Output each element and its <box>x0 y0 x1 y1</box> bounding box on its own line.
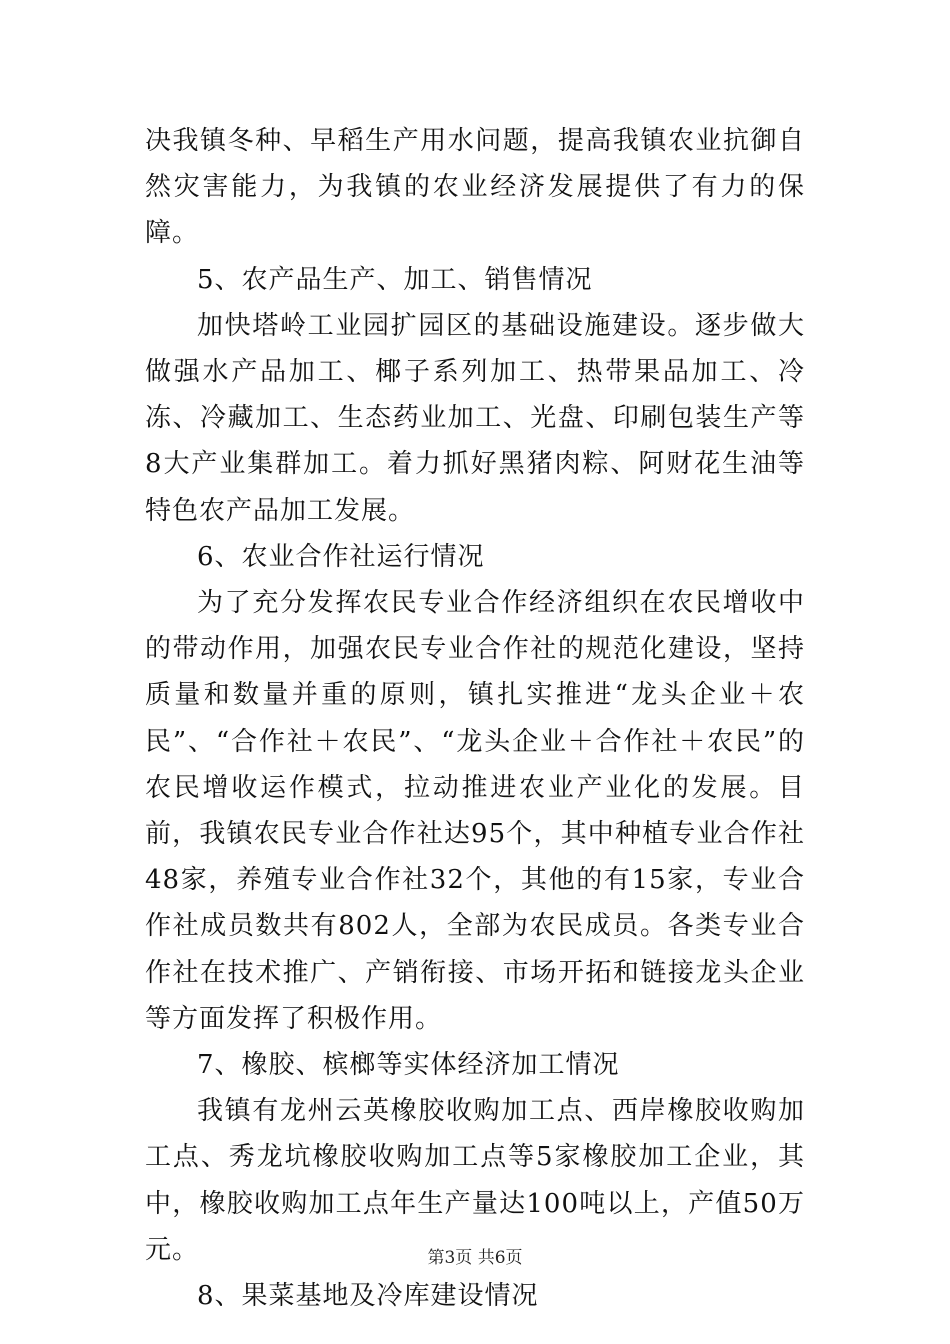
paragraph-cooperatives: 为了充分发挥农民专业合作经济组织在农民增收中的带动作用，加强农民专业合作社的规范化建设，坚持质量和数量并重的原则，镇扎实推进“龙头企业＋农民”、“合作社＋农民”、“龙头企业＋合作社＋农民”的农民增收运作模式，拉动推进农业产业化的发展。目前，我镇农民专业合作社达95个，其中种植专业合作社48家，养殖专业合作社32个，其他的有15家，专业合作社成员数共有802人，全部为农民成员。各类专业合作社在技术推广、产销衔接、市场开拓和链接龙头企业等方面发挥了积极作用。 <box>145 588 805 1034</box>
section-heading-5: 5、农产品生产、加工、销售情况 <box>197 264 593 295</box>
section-heading-6: 6、农业合作社运行情况 <box>197 541 485 572</box>
document-body <box>145 118 805 1319</box>
paragraph-continuation: 决我镇冬种、早稻生产用水问题，提高我镇农业抗御自然灾害能力，为我镇的农业经济发展提供了有力的保障。 <box>145 126 805 249</box>
section-heading-7: 7、橡胶、槟榔等实体经济加工情况 <box>197 1050 620 1081</box>
section-heading-8: 8、果菜基地及冷库建设情况 <box>197 1281 539 1312</box>
page-footer: 第3页 共6页 <box>427 1248 523 1268</box>
paragraph-industrial-park: 加快塔岭工业园扩园区的基础设施建设。逐步做大做强水产品加工、椰子系列加工、热带果品加工、冷冻、冷藏加工、生态药业加工、光盘、印刷包装生产等8大产业集群加工。着力抓好黑猪肉粽、阿财花生油等特色农产品加工发展。 <box>145 310 805 526</box>
paragraph-rubber-processing: 我镇有龙州云英橡胶收购加工点、西岸橡胶收购加工点、秀龙坑橡胶收购加工点等5家橡胶加工企业，其中，橡胶收购加工点年生产量达100吨以上，产值50万元。 <box>145 1096 805 1265</box>
